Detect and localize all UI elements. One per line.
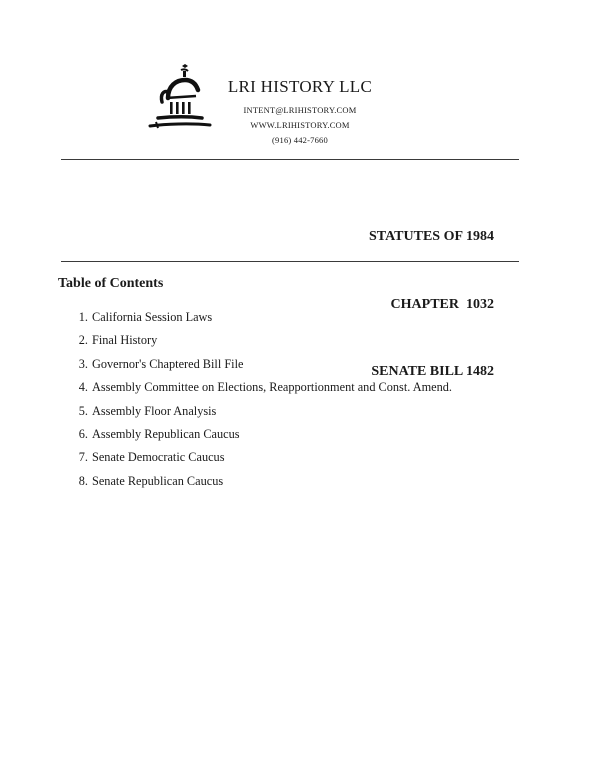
toc-item-number: 3.: [78, 356, 88, 371]
toc-item-label: Governor's Chaptered Bill File: [92, 356, 244, 371]
toc-item-number: 5.: [78, 403, 88, 418]
toc-item: [66, 446, 452, 469]
divider-bottom: [61, 261, 519, 262]
statute-year: STATUTES OF 1984: [369, 229, 494, 244]
toc-item-number: 8.: [78, 473, 88, 488]
toc-item: [66, 329, 452, 352]
bill-number: SENATE BILL 1482: [371, 364, 494, 379]
toc-item-label: Senate Republican Caucus: [92, 473, 224, 488]
toc-item: [66, 353, 452, 376]
toc-item-label: Assembly Committee on Elections, Reapportionment and Const. Amend.: [92, 380, 452, 395]
toc-item: [66, 306, 452, 329]
divider-top: [61, 159, 519, 160]
company-name: LRI HISTORY LLC: [227, 77, 373, 96]
toc-item-number: 7.: [78, 450, 88, 465]
chapter-number: CHAPTER 1032: [390, 296, 494, 312]
toc-item-number: 4.: [78, 380, 88, 395]
toc-title: Table of Contents: [58, 276, 164, 291]
toc-item-label: Senate Democratic Caucus: [92, 450, 225, 465]
toc-item-number: 1.: [78, 310, 88, 324]
company-website: WWW.LRIHISTORY.COM: [250, 120, 350, 130]
toc-item-number: 6.: [78, 427, 88, 442]
toc-item: [66, 470, 452, 493]
toc-item: [66, 400, 452, 423]
company-info: [200, 77, 400, 148]
company-phone: (916) 442-7660: [272, 135, 328, 145]
toc-item: [66, 376, 452, 399]
toc-item-label: California Session Laws: [92, 310, 213, 324]
toc-list: [66, 306, 452, 493]
toc-item-label: Final History: [92, 333, 158, 348]
toc-item-label: Assembly Floor Analysis: [92, 403, 217, 418]
company-email: INTENT@LRIHISTORY.COM: [243, 105, 357, 115]
toc-item: [66, 423, 452, 446]
toc-item-label: Assembly Republican Caucus: [92, 427, 240, 442]
toc-item-number: 2.: [78, 333, 88, 348]
